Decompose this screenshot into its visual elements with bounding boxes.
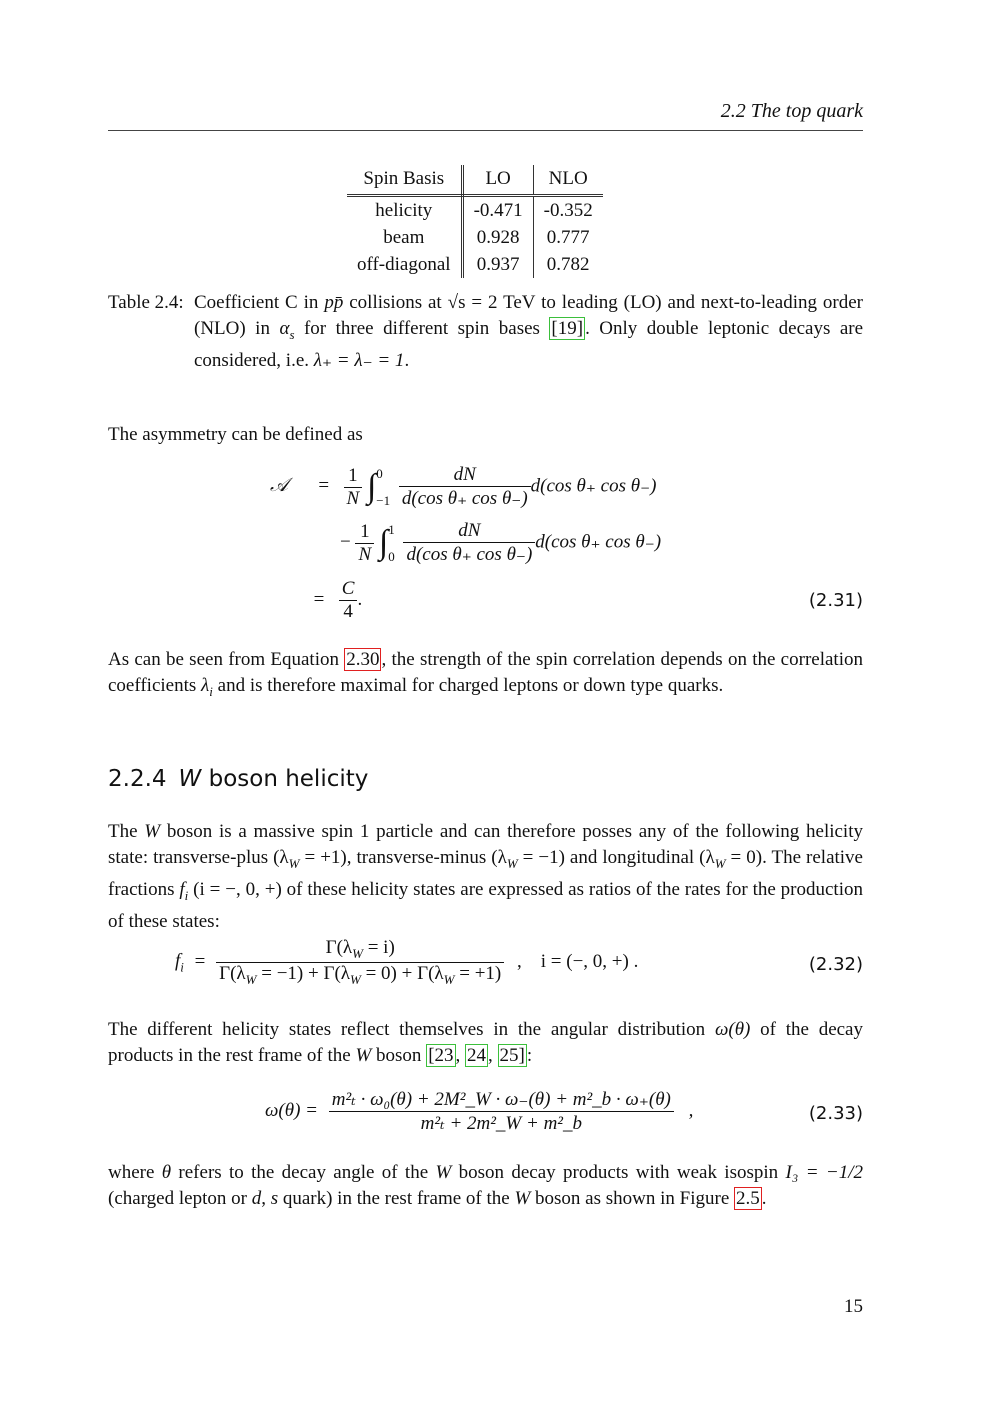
table-row bbox=[347, 224, 603, 251]
equation-line bbox=[340, 520, 661, 566]
table-cell: -0.471 bbox=[462, 196, 533, 225]
equation-line: = $\frac{C}{4}$ . bbox=[304, 578, 362, 623]
table-header-cell: Spin Basis bbox=[347, 165, 462, 196]
header-rule bbox=[108, 130, 863, 131]
fraction: $\frac{\Gamma(\lambda_W = i)}{\Gamma(\lambda_W = -1) + \Gamma(\lambda_W = 0) + \Gamma(\lambda_W = +1)}$ bbox=[216, 937, 504, 988]
paragraph: The different helicity states reflect themselves in the angular distribution ω(θ) of the decay products in the rest frame of the W boson [23 , 24 , 25] : bbox=[108, 1019, 863, 1066]
table-row bbox=[347, 251, 603, 278]
eq-symbol: = bbox=[313, 588, 325, 610]
equation-number: (2.32) bbox=[808, 954, 863, 975]
eq-symbol: 𝒜 bbox=[270, 475, 288, 497]
equation-number: (2.31) bbox=[808, 590, 863, 611]
fraction: $\frac{\text{m²ₜ · ω₀(θ) + 2M²\_W · ω₋(θ) + m²\_b · ω₊(θ)}}{\text{m²ₜ + 2m²\_W + m²\_b}}$ bbox=[329, 1088, 674, 1135]
table-cell: 0.777 bbox=[546, 226, 590, 248]
equation-line: ω(θ) = $\frac{\text{m²ₜ · ω₀(θ) + 2M²\_W · ω₋(θ) + m²\_b · ω₊(θ)}}{\text{m²ₜ + 2m²\_W + m²\_b}}$ , bbox=[265, 1089, 694, 1134]
table-cell: beam bbox=[347, 224, 462, 251]
eq-symbol: d(cos θ₊ cos θ₋) bbox=[535, 531, 662, 553]
fraction: $\frac{dN}{\text{d(cos θ₊ cos θ₋)}}$ bbox=[403, 520, 535, 566]
caption-text: Coefficient C in pp̄ collisions at √s = 2 TeV to leading (LO) and next-to-leading order (NLO) in $\alpha_s$ for three different spin bases [19] . Only double leptonic decays are considered, i.e. λ₊ = λ₋ = 1. bbox=[194, 292, 864, 371]
fraction: $\frac{C}{4}$ bbox=[339, 578, 358, 623]
coefficient-table bbox=[347, 165, 603, 278]
integral-sign: ∫ bbox=[378, 524, 389, 561]
running-head: 2.2 The top quark bbox=[720, 100, 863, 122]
paragraph: The asymmetry can be defined as bbox=[108, 424, 363, 445]
citation-link[interactable]: 24 bbox=[467, 1045, 487, 1066]
table-cell: 0.937 bbox=[462, 251, 533, 278]
table-cell: 0.928 bbox=[462, 224, 533, 251]
integral-limits: 0 −1 bbox=[376, 466, 391, 508]
integral-sign: ∫ bbox=[366, 468, 377, 505]
figure-ref-link[interactable]: 2.5 bbox=[736, 1188, 760, 1209]
table-cell: -0.352 bbox=[543, 199, 593, 221]
table-cell: 0.782 bbox=[546, 253, 590, 275]
table-header-row bbox=[347, 165, 603, 196]
paragraph: where θ refers to the decay angle of the W boson decay products with weak isospin I₃ = −1/2 (charged lepton or d, s quark) in the rest frame of the W boson as shown in Figure 2.5 . bbox=[108, 1162, 864, 1209]
eq-symbol: d(cos θ₊ cos θ₋) bbox=[530, 475, 657, 497]
integral-limits: 1 0 bbox=[388, 522, 395, 564]
eq-symbol: = bbox=[318, 475, 330, 497]
table-cell: off-diagonal bbox=[347, 251, 462, 278]
equation-number: (2.33) bbox=[808, 1103, 863, 1124]
fraction: $\frac{1}{N}$ bbox=[355, 521, 374, 566]
equation-ref-link[interactable]: 2.30 bbox=[346, 649, 380, 670]
section-heading: 2.2.4 W boson helicity bbox=[108, 766, 369, 792]
citation-link[interactable]: [23 bbox=[428, 1045, 454, 1066]
page-number: 15 bbox=[844, 1296, 863, 1317]
fraction: $\frac{dN}{\text{d(cos θ₊ cos θ₋)}}$ bbox=[399, 464, 531, 510]
citation-link[interactable]: [19] bbox=[551, 318, 584, 339]
paragraph: The W boson is a massive spin 1 particle and can therefore posses any of the following helicity state: transverse-plus $(\lambda_W = +1)$, transverse-minus $(\lambda_W = -1)$ and longitudinal $(\lambda_W = 0)$. The relative fractions $f_i$ (i = −, 0, +) of these helicity states are expressed as ratios of the rates for the production of these states: bbox=[108, 821, 863, 932]
citation-link[interactable]: 25] bbox=[499, 1045, 525, 1066]
eq-symbol: − bbox=[340, 531, 351, 553]
equation-line: $f_i$ = $\frac{\Gamma(\lambda_W = i)}{\Gamma(\lambda_W = -1) + \Gamma(\lambda_W = 0) + \Gamma(\lambda_W = +1)}$ , i = (−, 0, +) . bbox=[175, 937, 639, 987]
caption-label: Table 2.4: bbox=[108, 292, 184, 313]
table-row bbox=[347, 196, 603, 225]
table-cell: helicity bbox=[347, 196, 462, 225]
paragraph: As can be seen from Equation 2.30 , the strength of the spin correlation depends on the correlation coefficients $\lambda_i$ and is therefore maximal for charged leptons or down type quarks. bbox=[108, 649, 863, 699]
table-caption bbox=[108, 290, 863, 374]
table-header-cell: NLO bbox=[533, 165, 603, 196]
equation-line bbox=[270, 464, 656, 510]
fraction: $\frac{1}{N}$ bbox=[344, 465, 363, 510]
table-header-cell: LO bbox=[462, 165, 533, 196]
